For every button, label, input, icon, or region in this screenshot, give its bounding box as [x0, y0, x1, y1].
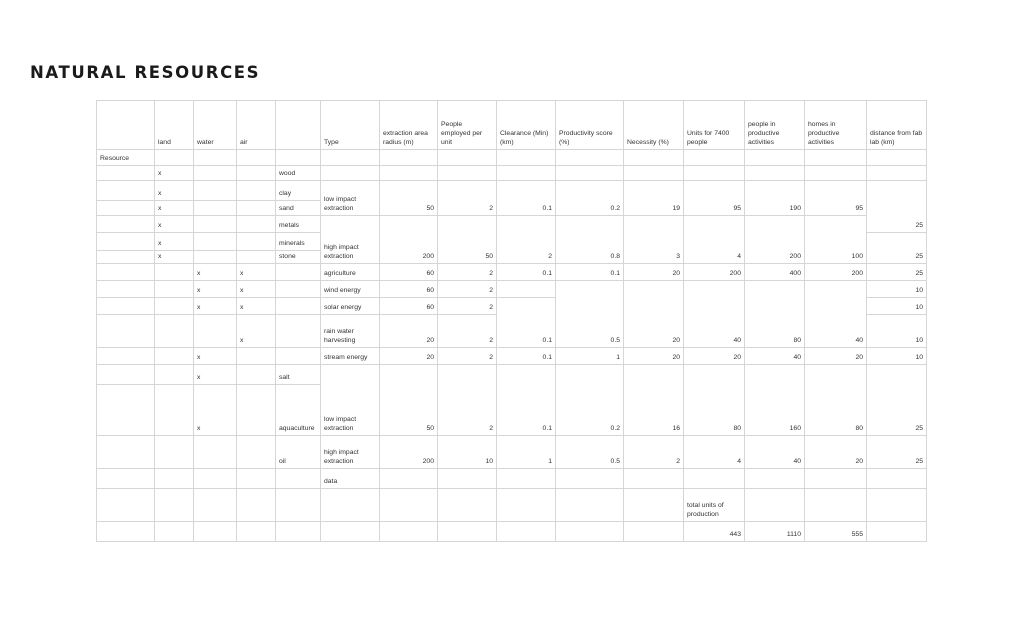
productivity-cell: 0.5 [556, 436, 624, 469]
employed-cell: 2 [438, 181, 497, 216]
radius-cell: 20 [380, 348, 438, 365]
radius-cell: 60 [380, 264, 438, 281]
header-cell [97, 101, 155, 150]
resource-name: metals [276, 216, 321, 233]
necessity-cell: 20 [624, 348, 684, 365]
distance-cell: 10 [867, 298, 927, 315]
resources-table [96, 100, 927, 542]
header-homes: homes in productive activities [805, 101, 867, 150]
radius-cell: 60 [380, 281, 438, 298]
people-cell: 200 [745, 216, 805, 264]
productivity-cell: 1 [556, 348, 624, 365]
radius-cell: 200 [380, 216, 438, 264]
units-cell: 4 [684, 436, 745, 469]
table-header-row [97, 101, 927, 150]
air-mark: x [237, 298, 276, 315]
homes-cell: 40 [805, 281, 867, 348]
water-mark: x [194, 385, 237, 436]
header-necessity: Necessity (%) [624, 101, 684, 150]
productivity-cell: 0.5 [556, 281, 624, 348]
total-homes: 555 [805, 522, 867, 542]
people-cell: 40 [745, 348, 805, 365]
total-units: 443 [684, 522, 745, 542]
resource-label: Resource [97, 150, 155, 166]
header-type: Type [321, 101, 380, 150]
homes-cell: 100 [805, 216, 867, 264]
type-cell: solar energy [321, 298, 380, 315]
type-cell: low impact extraction [321, 365, 380, 436]
resource-name: wood [276, 166, 321, 181]
header-employed: People employed per unit [438, 101, 497, 150]
homes-cell: 200 [805, 264, 867, 281]
header-cell [276, 101, 321, 150]
distance-cell: 10 [867, 281, 927, 298]
units-cell: 4 [684, 216, 745, 264]
resource-name: minerals [276, 233, 321, 251]
resource-name: sand [276, 201, 321, 216]
land-mark: x [155, 201, 194, 216]
land-mark: x [155, 181, 194, 201]
header-distance: distance from fab lab (km) [867, 101, 927, 150]
header-radius: extraction area radius (m) [380, 101, 438, 150]
resource-name: oil [276, 436, 321, 469]
type-cell: high impact extraction [321, 216, 380, 264]
productivity-cell: 0.8 [556, 216, 624, 264]
people-cell: 160 [745, 365, 805, 436]
totals-label: total units of production [684, 489, 745, 522]
distance-cell: 10 [867, 315, 927, 348]
resource-name: stone [276, 251, 321, 264]
employed-cell: 2 [438, 365, 497, 436]
water-mark: x [194, 365, 237, 385]
employed-cell: 2 [438, 315, 497, 348]
land-mark: x [155, 251, 194, 264]
type-cell: rain water harvesting [321, 315, 380, 348]
people-cell: 80 [745, 281, 805, 348]
table-row [97, 216, 927, 233]
header-units: Units for 7400 people [684, 101, 745, 150]
distance-cell: 25 [867, 264, 927, 281]
clearance-cell: 0.1 [497, 264, 556, 281]
radius-cell: 60 [380, 298, 438, 315]
resource-name: aquaculture [276, 385, 321, 436]
table-row [97, 348, 927, 365]
homes-cell: 80 [805, 365, 867, 436]
type-cell: high impact extraction [321, 436, 380, 469]
total-people: 1110 [745, 522, 805, 542]
type-cell: stream energy [321, 348, 380, 365]
productivity-cell: 0.1 [556, 264, 624, 281]
homes-cell: 95 [805, 181, 867, 216]
type-cell: data [321, 469, 380, 489]
employed-cell: 2 [438, 281, 497, 298]
header-clearance: Clearance (Min) (km) [497, 101, 556, 150]
necessity-cell: 2 [624, 436, 684, 469]
land-mark: x [155, 166, 194, 181]
productivity-cell: 0.2 [556, 181, 624, 216]
table-row [97, 181, 927, 201]
necessity-cell: 19 [624, 181, 684, 216]
distance-cell: 25 [867, 181, 927, 233]
land-mark: x [155, 216, 194, 233]
table-row [97, 166, 927, 181]
necessity-cell: 20 [624, 281, 684, 348]
table-row [97, 264, 927, 281]
people-cell: 400 [745, 264, 805, 281]
clearance-cell: 2 [497, 216, 556, 264]
distance-cell: 25 [867, 436, 927, 469]
header-people: people in productive activities [745, 101, 805, 150]
units-cell: 80 [684, 365, 745, 436]
table-row [97, 436, 927, 469]
productivity-cell: 0.2 [556, 365, 624, 436]
table-row [97, 469, 927, 489]
table-row [97, 489, 927, 522]
air-mark: x [237, 281, 276, 298]
units-cell: 20 [684, 348, 745, 365]
clearance-cell: 0.1 [497, 298, 556, 348]
header-land: land [155, 101, 194, 150]
header-productivity: Productivity score (%) [556, 101, 624, 150]
necessity-cell: 20 [624, 264, 684, 281]
units-cell: 95 [684, 181, 745, 216]
resource-name: salt [276, 365, 321, 385]
units-cell: 40 [684, 281, 745, 348]
people-cell: 40 [745, 436, 805, 469]
table-row [97, 281, 927, 298]
employed-cell: 2 [438, 348, 497, 365]
water-mark: x [194, 298, 237, 315]
clearance-cell: 0.1 [497, 348, 556, 365]
employed-cell: 50 [438, 216, 497, 264]
clearance-cell: 0.1 [497, 181, 556, 216]
totals-row [97, 522, 927, 542]
clearance-cell: 1 [497, 436, 556, 469]
employed-cell: 2 [438, 298, 497, 315]
water-mark: x [194, 348, 237, 365]
resource-name: clay [276, 181, 321, 201]
radius-cell: 200 [380, 436, 438, 469]
header-air: air [237, 101, 276, 150]
air-mark: x [237, 264, 276, 281]
people-cell: 190 [745, 181, 805, 216]
employed-cell: 2 [438, 264, 497, 281]
units-cell: 200 [684, 264, 745, 281]
water-mark: x [194, 264, 237, 281]
type-cell: low impact extraction [321, 181, 380, 216]
radius-cell: 50 [380, 181, 438, 216]
type-cell: agriculture [321, 264, 380, 281]
clearance-cell: 0.1 [497, 365, 556, 436]
air-mark: x [237, 315, 276, 348]
employed-cell: 10 [438, 436, 497, 469]
homes-cell: 20 [805, 348, 867, 365]
table-row [97, 365, 927, 385]
radius-cell: 20 [380, 315, 438, 348]
necessity-cell: 3 [624, 216, 684, 264]
distance-cell: 25 [867, 365, 927, 436]
radius-cell: 50 [380, 365, 438, 436]
homes-cell: 20 [805, 436, 867, 469]
page-title: NATURAL RESOURCES [30, 63, 261, 82]
necessity-cell: 16 [624, 365, 684, 436]
header-water: water [194, 101, 237, 150]
water-mark: x [194, 281, 237, 298]
distance-cell: 25 [867, 233, 927, 264]
table-row [97, 150, 927, 166]
distance-cell: 10 [867, 348, 927, 365]
land-mark: x [155, 233, 194, 251]
type-cell: wind energy [321, 281, 380, 298]
